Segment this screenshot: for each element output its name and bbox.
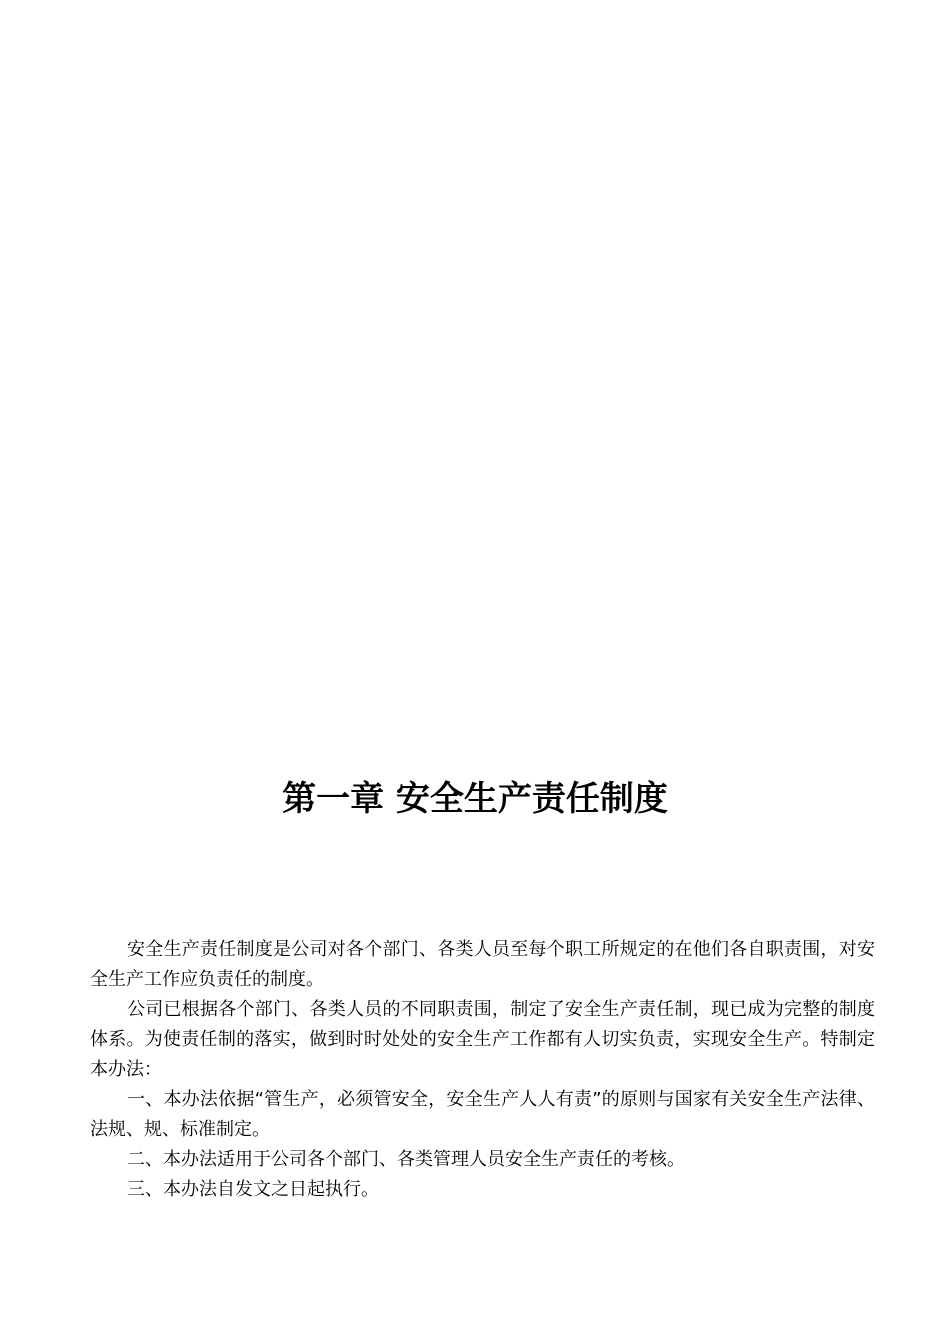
paragraph-item-2: 二、本办法适用于公司各个部门、各类管理人员安全生产责任的考核。	[127, 1149, 685, 1170]
paragraph-item-3: 三、本办法自发文之日起执行。	[127, 1179, 379, 1200]
paragraph-purpose: 公司已根据各个部门、各类人员的不同职责围，制定了安全生产责任制，现已成为完整的制度体系。为使责任制的落实，做到时时处处的安全生产工作都有人切实负责，实现安全生产。特制定本办法：	[90, 999, 875, 1080]
paragraph-intro: 安全生产责任制度是公司对各个部门、各类人员至每个职工所规定的在他们各自职责围，对安全生产工作应负责任的制度。	[90, 939, 875, 990]
paragraph-item-1: 一、本办法依据“管生产，必须管安全，安全生产人人有责”的原则与国家有关安全生产法律、法规、规、标准制定。	[90, 1089, 875, 1140]
chapter-title: 第一章 安全生产责任制度	[282, 779, 668, 819]
document-body	[90, 935, 875, 1205]
